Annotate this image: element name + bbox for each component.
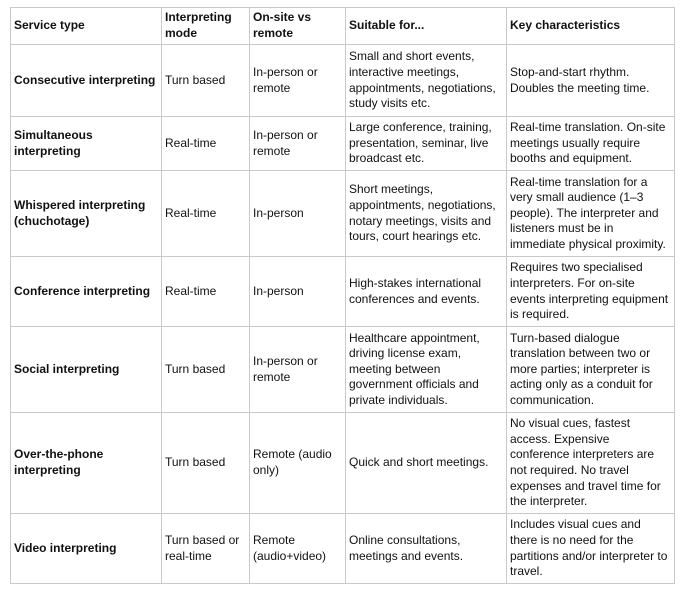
header-suitable-for: Suitable for...: [346, 8, 507, 45]
table-row: [11, 45, 675, 117]
table-row: [11, 514, 675, 584]
cell-suitable-for: High-stakes international conferences and events.: [346, 257, 507, 327]
cell-key-characteristics: Includes visual cues and there is no need for the partitions and/or interpreter to travel.: [507, 514, 675, 584]
cell-interpreting-mode: Real-time: [162, 171, 250, 257]
cell-interpreting-mode: Turn based: [162, 327, 250, 413]
cell-key-characteristics: No visual cues, fastest access. Expensive conference interpreters are not required. No travel expenses and travel time for the interpreter.: [507, 413, 675, 514]
header-interpreting-mode: Interpreting mode: [162, 8, 250, 45]
cell-onsite-remote: Remote (audio only): [250, 413, 346, 514]
cell-onsite-remote: In-person or remote: [250, 117, 346, 171]
header-row: [11, 8, 675, 45]
cell-interpreting-mode: Real-time: [162, 257, 250, 327]
cell-onsite-remote: In-person or remote: [250, 45, 346, 117]
cell-interpreting-mode: Turn based: [162, 45, 250, 117]
header-key-characteristics: Key characteristics: [507, 8, 675, 45]
cell-key-characteristics: Real-time translation for a very small audience (1–3 people). The interpreter and listeners must be in immediate physical proximity.: [507, 171, 675, 257]
table-row: [11, 117, 675, 171]
cell-key-characteristics: Real-time translation. On-site meetings usually require booths and equipment.: [507, 117, 675, 171]
cell-onsite-remote: In-person: [250, 171, 346, 257]
cell-key-characteristics: Stop-and-start rhythm. Doubles the meeting time.: [507, 45, 675, 117]
cell-service-type: Conference interpreting: [11, 257, 162, 327]
cell-key-characteristics: Turn-based dialogue translation between two or more parties; interpreter is acting only as a conduit for communication.: [507, 327, 675, 413]
cell-suitable-for: Quick and short meetings.: [346, 413, 507, 514]
cell-suitable-for: Healthcare appointment, driving license exam, meeting between government officials and private individuals.: [346, 327, 507, 413]
cell-service-type: Social interpreting: [11, 327, 162, 413]
header-service-type: Service type: [11, 8, 162, 45]
cell-service-type: Simultaneous interpreting: [11, 117, 162, 171]
cell-service-type: Consecutive interpreting: [11, 45, 162, 117]
table-row: [11, 171, 675, 257]
cell-onsite-remote: Remote (audio+video): [250, 514, 346, 584]
header-onsite-vs-remote: On-site vs remote: [250, 8, 346, 45]
cell-interpreting-mode: Real-time: [162, 117, 250, 171]
interpreting-services-table: [10, 7, 675, 584]
cell-service-type: Whispered interpreting (chuchotage): [11, 171, 162, 257]
cell-suitable-for: Large conference, training, presentation, seminar, live broadcast etc.: [346, 117, 507, 171]
cell-interpreting-mode: Turn based: [162, 413, 250, 514]
cell-service-type: Over-the-phone interpreting: [11, 413, 162, 514]
cell-interpreting-mode: Turn based or real-time: [162, 514, 250, 584]
cell-key-characteristics: Requires two specialised interpreters. For on-site events interpreting equipment is required.: [507, 257, 675, 327]
table-row: [11, 413, 675, 514]
cell-onsite-remote: In-person or remote: [250, 327, 346, 413]
table-row: [11, 327, 675, 413]
cell-onsite-remote: In-person: [250, 257, 346, 327]
cell-suitable-for: Small and short events, interactive meetings, appointments, negotiations, study visits etc.: [346, 45, 507, 117]
cell-suitable-for: Short meetings, appointments, negotiations, notary meetings, visits and tours, court hearings etc.: [346, 171, 507, 257]
table-row: [11, 257, 675, 327]
cell-service-type: Video interpreting: [11, 514, 162, 584]
cell-suitable-for: Online consultations, meetings and events.: [346, 514, 507, 584]
